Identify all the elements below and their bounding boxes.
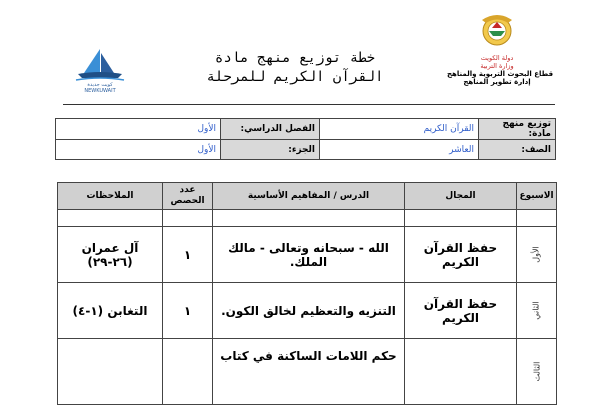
ministry-line-1: دولة الكويت xyxy=(480,54,514,62)
part-value: الأول xyxy=(56,140,221,160)
lesson-cell: التنزيه والتعظيم لخالق الكون. xyxy=(213,283,405,339)
domain-cell xyxy=(405,339,517,405)
part-label: الجزء: xyxy=(221,140,320,160)
info-table xyxy=(55,118,556,160)
table-row xyxy=(58,283,557,339)
periods-cell: ١ xyxy=(163,227,213,283)
lesson-cell: حكم اللامات الساكنة في كتاب xyxy=(213,339,405,405)
header-lesson: الدرس / المفاهيم الأساسية xyxy=(213,183,405,210)
grade-value: العاشر xyxy=(320,140,479,160)
grade-label: الصف: xyxy=(479,140,556,160)
subject-label: توزيع منهج مادة: xyxy=(479,119,556,140)
semester-label: الفصل الدراسي: xyxy=(221,119,320,140)
header-divider xyxy=(63,104,555,105)
ministry-block xyxy=(447,10,554,100)
ministry-line-4: إدارة تطوير المناهج xyxy=(463,78,531,86)
periods-cell: ١ xyxy=(163,283,213,339)
table-row xyxy=(58,339,557,405)
notes-cell xyxy=(58,339,163,405)
lesson-cell: الله - سبحانه وتعالى - مالك الملك. xyxy=(213,227,405,283)
week-cell: الثالث xyxy=(532,361,541,382)
ministry-line-2: وزارة التربية xyxy=(480,62,514,70)
page-subtitle: القرآن الكريم للمرحلة xyxy=(206,69,384,85)
page-title: خطة توزيع منهج مادة xyxy=(214,50,376,66)
subject-value: القرآن الكريم xyxy=(320,119,479,140)
domain-cell: حفظ القرآن الكريم xyxy=(405,283,517,339)
ministry-line-3: قطاع البحوث التربوية والمناهج xyxy=(447,70,554,78)
spacer-row xyxy=(58,210,557,227)
header-notes: الملاحظات xyxy=(58,183,163,210)
header-week: الاسبوع xyxy=(517,183,557,210)
logo-caption-en: NEWKUWAIT xyxy=(84,88,116,94)
notes-cell: آل عمران (٢٦-٢٩) xyxy=(58,227,163,283)
header-domain: المجال xyxy=(405,183,517,210)
week-cell: الأول xyxy=(532,246,541,263)
logo-caption-ar: كويت جديدة xyxy=(87,82,113,88)
kuwait-emblem-icon xyxy=(472,10,522,50)
header-periods: عدد الحصص xyxy=(163,183,213,210)
periods-cell xyxy=(163,339,213,405)
semester-value: الأول xyxy=(56,119,221,140)
notes-cell: التغابن (١-٤) xyxy=(58,283,163,339)
week-cell: الثاني xyxy=(532,301,541,320)
domain-cell: حفظ القرآن الكريم xyxy=(405,227,517,283)
table-row xyxy=(58,227,557,283)
curriculum-table xyxy=(57,182,557,405)
